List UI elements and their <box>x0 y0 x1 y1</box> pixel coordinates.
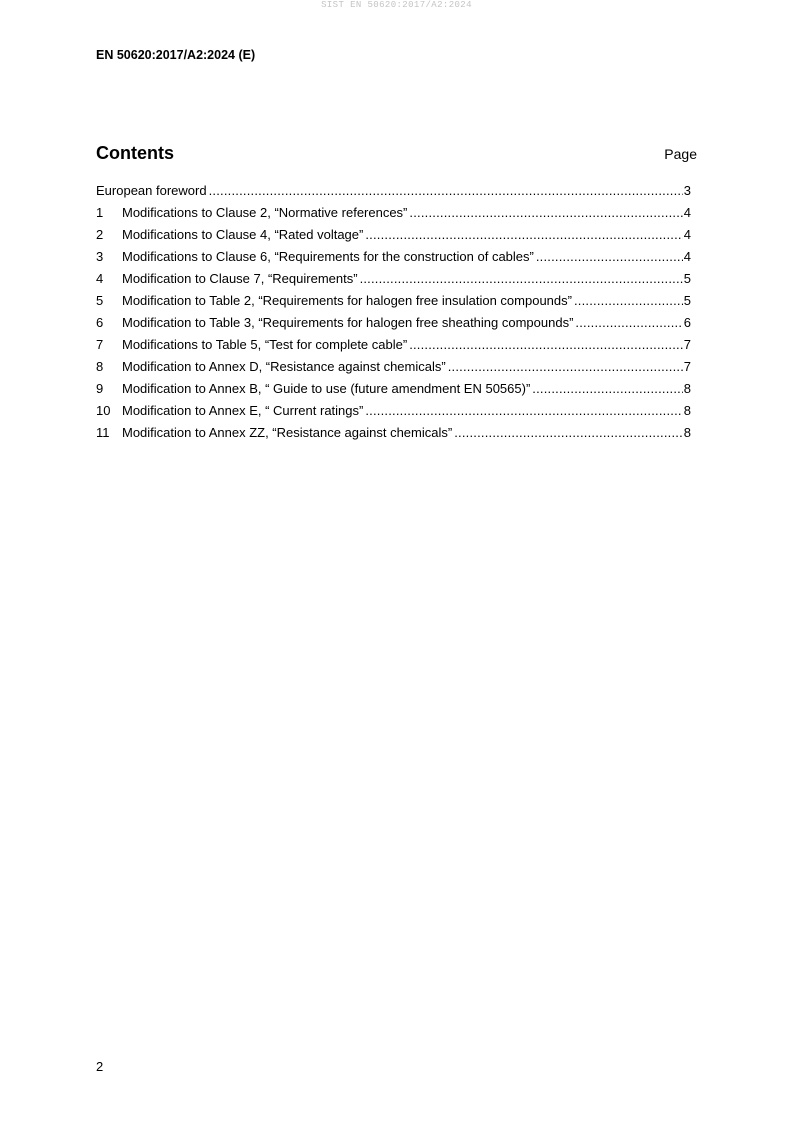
toc-entry-title: Modification to Annex E, “ Current ratings” <box>122 403 364 418</box>
toc-entry-page: 3 <box>683 183 691 198</box>
toc-entry-number: 9 <box>96 381 104 396</box>
toc-entry-page: 4 <box>683 249 691 264</box>
toc-entry-title: Modification to Annex D, “Resistance against chemicals” <box>122 359 446 374</box>
toc-entry-title: European foreword <box>96 183 207 198</box>
dot-leader <box>407 337 683 352</box>
toc-entry-number: 11 <box>96 425 110 440</box>
toc-entry-number: 6 <box>96 315 104 330</box>
toc-entry-number: 4 <box>96 271 104 286</box>
toc-entry-number: 3 <box>96 249 104 264</box>
toc-entry-1[interactable] <box>96 205 691 227</box>
toc-entry-title: Modification to Clause 7, “Requirements” <box>122 271 358 286</box>
toc-entry-7[interactable] <box>96 337 691 359</box>
toc-entry-page: 5 <box>683 293 691 308</box>
toc-entry-title: Modifications to Table 5, “Test for complete cable” <box>122 337 408 352</box>
document-id: EN 50620:2017/A2:2024 (E) <box>96 48 256 62</box>
dot-leader <box>573 315 683 330</box>
toc-entry-2[interactable] <box>96 227 691 249</box>
toc-entry-3[interactable] <box>96 249 691 271</box>
toc-entry-number: 8 <box>96 359 104 374</box>
toc-entry-number: 5 <box>96 293 104 308</box>
toc-entry-number: 7 <box>96 337 104 352</box>
dot-leader <box>363 403 683 418</box>
dot-leader <box>530 381 683 396</box>
toc-entry-8[interactable] <box>96 359 691 381</box>
toc-entry-page: 8 <box>683 403 691 418</box>
toc-entry-foreword[interactable] <box>96 183 691 205</box>
dot-leader <box>358 271 683 286</box>
toc-entry-page: 8 <box>683 425 691 440</box>
dot-leader <box>407 205 683 220</box>
toc-entry-page: 4 <box>683 205 691 220</box>
dot-leader <box>446 359 683 374</box>
toc-entry-page: 4 <box>683 227 691 242</box>
dot-leader <box>572 293 683 308</box>
toc-entry-title: Modifications to Clause 6, “Requirements for the construction of cables” <box>122 249 534 264</box>
toc-entry-9[interactable] <box>96 381 691 403</box>
toc-entry-page: 8 <box>683 381 691 396</box>
toc-entry-title: Modification to Table 3, “Requirements for halogen free sheathing compounds” <box>122 315 574 330</box>
page-number: 2 <box>96 1059 104 1074</box>
toc-entry-11[interactable] <box>96 425 691 447</box>
toc-entry-6[interactable] <box>96 315 691 337</box>
toc-entry-4[interactable] <box>96 271 691 293</box>
dot-leader <box>363 227 683 242</box>
watermark: SIST EN 50620:2017/A2:2024 <box>321 0 472 10</box>
page-column-label: Page <box>664 146 697 162</box>
toc-entry-page: 7 <box>683 337 691 352</box>
table-of-contents <box>96 183 691 447</box>
dot-leader <box>534 249 683 264</box>
toc-entry-page: 5 <box>683 271 691 286</box>
toc-entry-title: Modification to Annex B, “ Guide to use (future amendment EN 50565)” <box>122 381 531 396</box>
toc-entry-title: Modifications to Clause 2, “Normative references” <box>122 205 408 220</box>
toc-entry-page: 6 <box>683 315 691 330</box>
toc-entry-title: Modification to Table 2, “Requirements for halogen free insulation compounds” <box>122 293 572 308</box>
toc-entry-title: Modifications to Clause 4, “Rated voltage” <box>122 227 364 242</box>
toc-entry-10[interactable] <box>96 403 691 425</box>
toc-entry-5[interactable] <box>96 293 691 315</box>
toc-entry-page: 7 <box>683 359 691 374</box>
toc-entry-number: 10 <box>96 403 111 418</box>
toc-entry-number: 1 <box>96 205 104 220</box>
dot-leader <box>207 183 683 198</box>
toc-entry-title: Modification to Annex ZZ, “Resistance against chemicals” <box>122 425 453 440</box>
toc-entry-number: 2 <box>96 227 104 242</box>
contents-title: Contents <box>96 143 174 163</box>
dot-leader <box>452 425 683 440</box>
